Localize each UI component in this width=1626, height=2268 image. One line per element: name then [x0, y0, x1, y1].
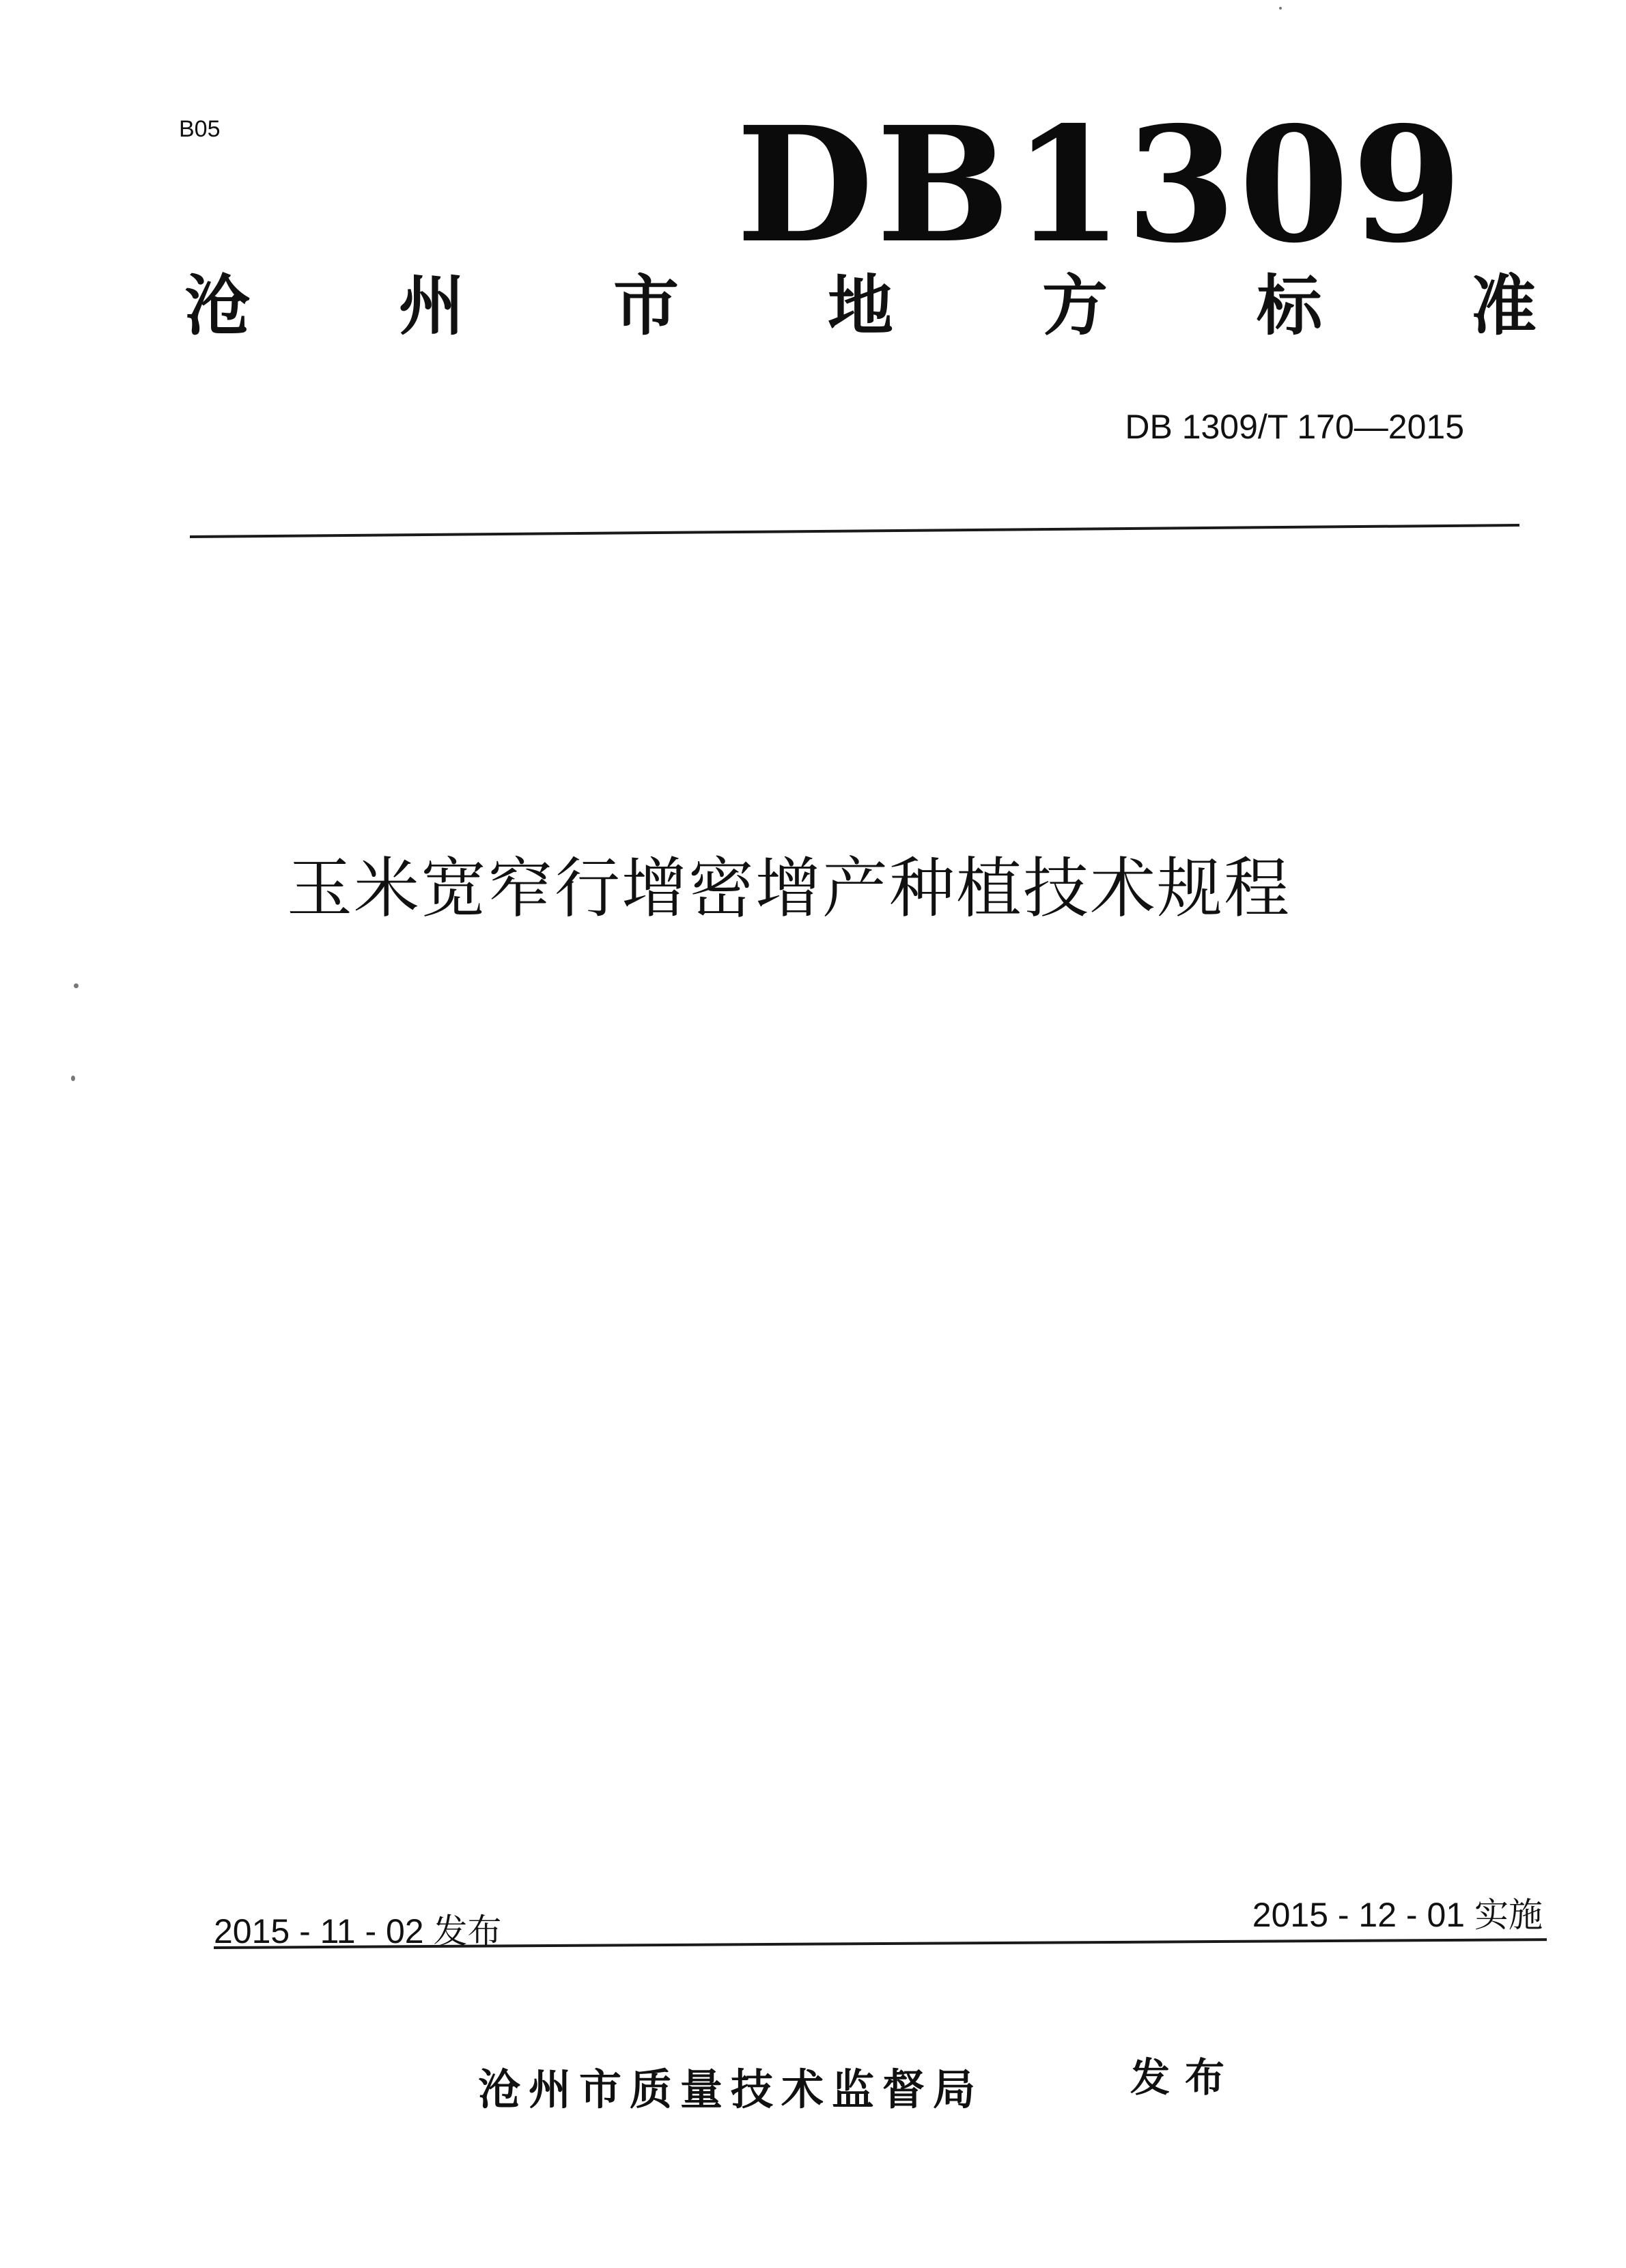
- publisher-action: 发布: [1130, 2054, 1240, 2101]
- standard-type-char: 标: [1257, 268, 1322, 344]
- scan-speck: [1279, 7, 1282, 10]
- classification-code: B05: [179, 116, 221, 142]
- standard-type-char: 市: [613, 268, 679, 344]
- standard-type-heading: [184, 268, 1537, 344]
- implementation-date: 2015 - 12 - 01 实施: [1252, 1896, 1543, 1934]
- standard-type-char: 沧: [184, 268, 250, 344]
- standard-type-char: 方: [1042, 268, 1108, 344]
- standard-logo: DB1309: [736, 92, 1465, 278]
- document-title: 玉米宽窄行增密增产种植技术规程: [287, 850, 1291, 927]
- publisher-name: 沧州市质量技术监督局: [478, 2064, 984, 2114]
- standard-number: DB 1309/T 170—2015: [1125, 408, 1464, 446]
- standard-type-char: 准: [1471, 268, 1537, 344]
- issue-date: 2015 - 11 - 02 发布: [214, 1912, 502, 1950]
- header-divider: [190, 524, 1519, 538]
- scan-speck: [74, 983, 79, 988]
- standard-type-char: 州: [399, 268, 464, 344]
- scan-speck: [71, 1076, 75, 1081]
- standard-type-char: 地: [828, 268, 893, 344]
